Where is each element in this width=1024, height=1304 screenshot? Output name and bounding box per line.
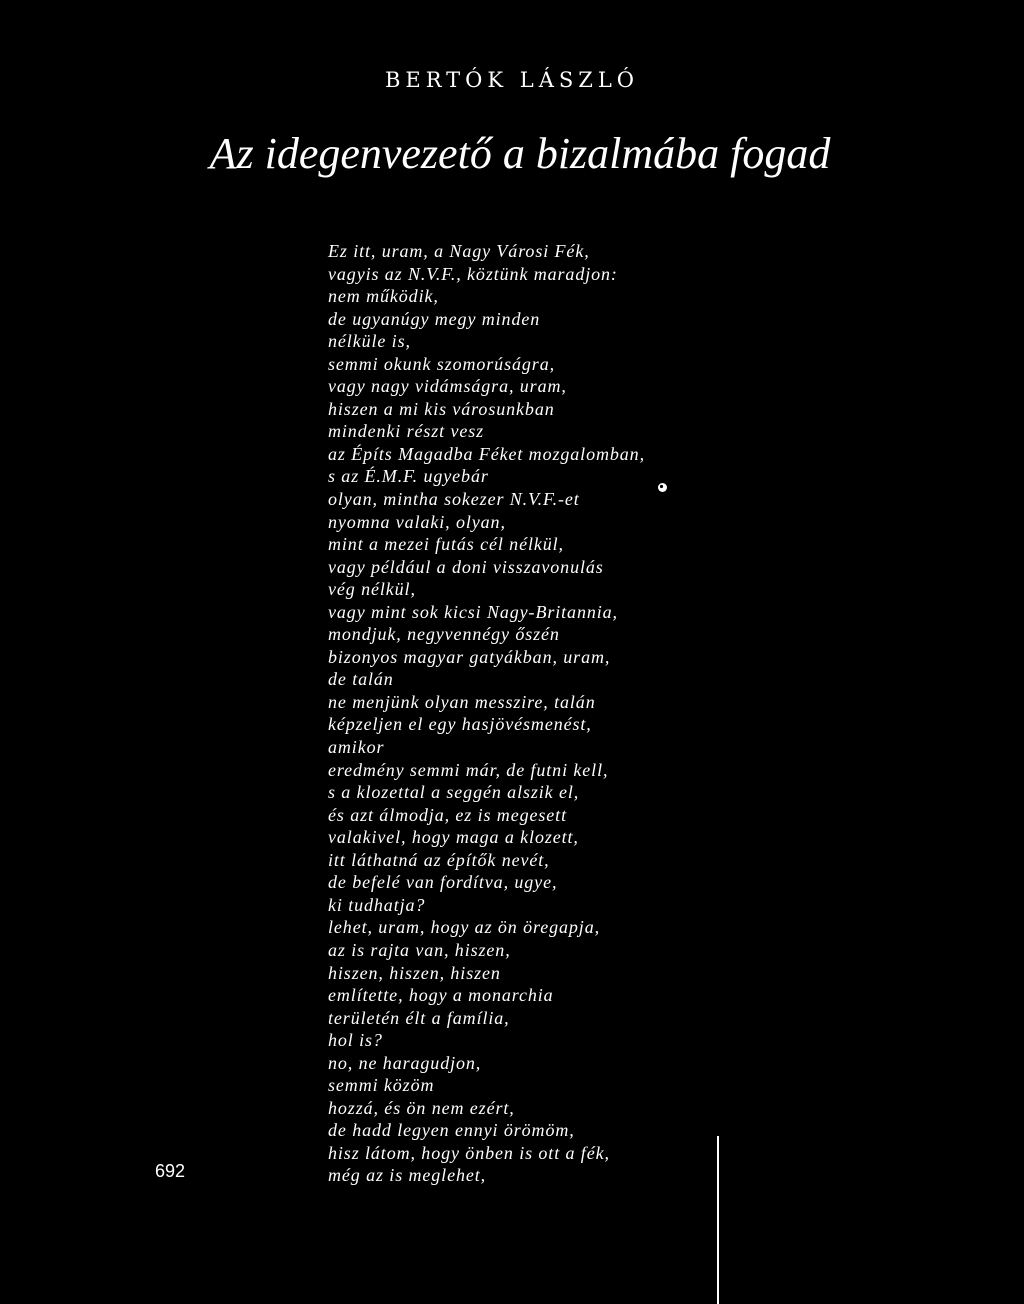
poem-line: területén élt a família, xyxy=(328,1007,510,1028)
poem-line: no, ne haragudjon, xyxy=(328,1052,482,1073)
poem-line: ki tudhatja? xyxy=(328,894,426,915)
poem-line: lehet, uram, hogy az ön öregapja, xyxy=(328,917,601,938)
poem-line: hiszen, hiszen, hiszen xyxy=(328,962,501,983)
poem-line: hol is? xyxy=(328,1030,383,1051)
poem-line: az Építs Magadba Féket mozgalomban, xyxy=(328,443,645,464)
poem-line: mint a mezei futás cél nélkül, xyxy=(328,534,564,555)
poem-line: hisz látom, hogy önben is ott a fék, xyxy=(328,1142,610,1163)
page-number: 692 xyxy=(155,1161,186,1181)
poem-line: mondjuk, negyvennégy őszén xyxy=(328,624,560,645)
poem-line: vég nélkül, xyxy=(328,579,416,600)
poem-body xyxy=(328,240,728,1187)
poem-title: Az idegenvezető a bizalmába fogad xyxy=(209,129,831,178)
poem-line: hiszen a mi kis városunkban xyxy=(328,398,555,419)
poem-line: képzeljen el egy hasjövésmenést, xyxy=(328,714,592,735)
poem-line: de befelé van fordítva, ugye, xyxy=(328,872,558,893)
author-name: BERTÓK LÁSZLÓ xyxy=(384,68,640,92)
poem-line: s az É.M.F. ugyebár xyxy=(328,466,489,487)
poem-line: vagy mint sok kicsi Nagy-Britannia, xyxy=(328,601,618,622)
poem-line: eredmény semmi már, de futni kell, xyxy=(328,759,609,780)
poem-line: hozzá, és ön nem ezért, xyxy=(328,1097,515,1118)
poem-line: de talán xyxy=(328,669,394,690)
poem-line: az is rajta van, hiszen, xyxy=(328,939,511,960)
poem-line: itt láthatná az építők nevét, xyxy=(328,849,550,870)
poem-line: említette, hogy a monarchia xyxy=(328,985,554,1006)
poem-line: mindenki részt vesz xyxy=(328,421,485,442)
poem-line: Ez itt, uram, a Nagy Városi Fék, xyxy=(328,241,590,261)
poem-line: bizonyos magyar gatyákban, uram, xyxy=(328,646,611,667)
poem-line: nyomna valaki, olyan, xyxy=(328,511,506,532)
poem-line: nem működik, xyxy=(328,286,439,307)
poem-line: semmi okunk szomorúságra, xyxy=(328,353,555,374)
poem-line: de ugyanúgy megy minden xyxy=(328,308,541,329)
poem-line: semmi közöm xyxy=(328,1075,435,1096)
poem-line: vagyis az N.V.F., köztünk maradjon: xyxy=(328,263,618,284)
vertical-rule xyxy=(717,1136,719,1304)
poem-line: olyan, mintha sokezer N.V.F.-et xyxy=(328,489,580,510)
poem-line: vagy például a doni visszavonulás xyxy=(328,556,604,577)
poem-line: még az is meglehet, xyxy=(328,1165,487,1186)
poem-line: és azt álmodja, ez is megesett xyxy=(328,804,567,825)
poem-line: s a klozettal a seggén alszik el, xyxy=(328,782,580,803)
poem-line: amikor xyxy=(328,737,385,758)
poem-line: valakivel, hogy maga a klozett, xyxy=(328,827,579,848)
poem-line: ne menjünk olyan messzire, talán xyxy=(328,691,596,712)
poem-line: de hadd legyen ennyi örömöm, xyxy=(328,1120,575,1141)
poem-line: vagy nagy vidámságra, uram, xyxy=(328,376,567,397)
ink-mark-icon xyxy=(657,482,668,493)
poem-line: nélküle is, xyxy=(328,331,411,352)
